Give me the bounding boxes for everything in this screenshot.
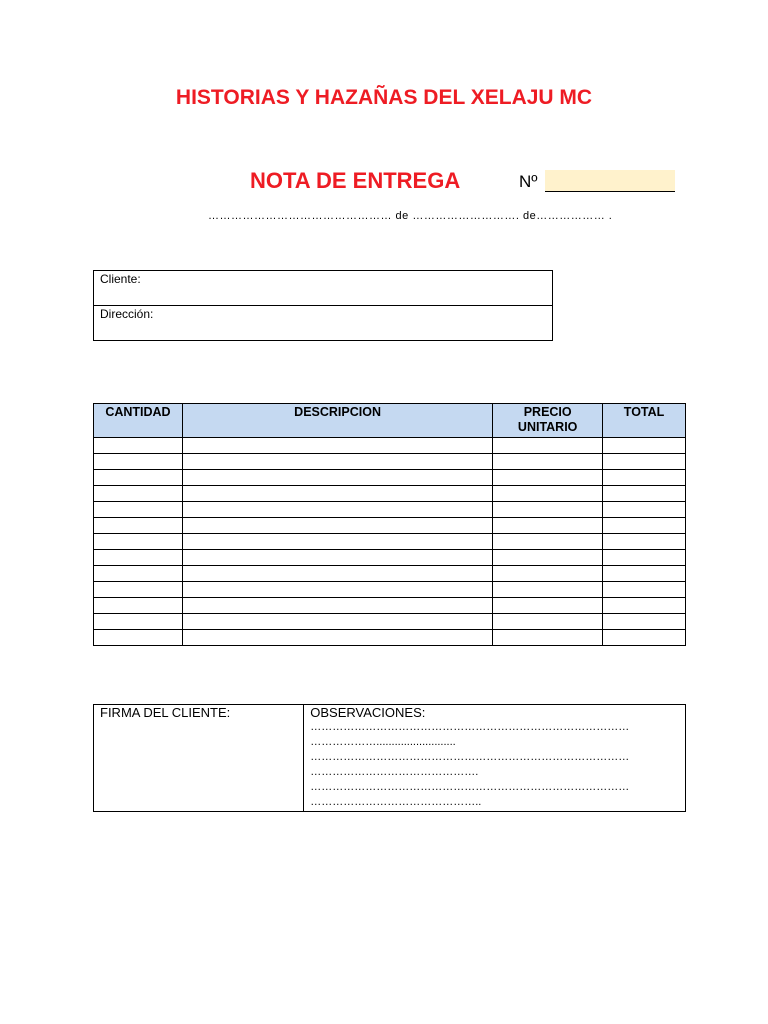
cantidad-cell[interactable] — [94, 438, 183, 454]
table-row — [94, 502, 686, 518]
direccion-label: Dirección: — [100, 307, 154, 321]
precio-unitario-cell[interactable] — [493, 598, 603, 614]
table-row — [94, 630, 686, 646]
cantidad-cell[interactable] — [94, 518, 183, 534]
cantidad-cell[interactable] — [94, 486, 183, 502]
date-line: ………………………………………… de ………………………. de……………… . — [208, 210, 613, 222]
table-row — [94, 518, 686, 534]
header-cantidad: CANTIDAD — [94, 404, 183, 438]
cantidad-cell[interactable] — [94, 582, 183, 598]
cantidad-cell[interactable] — [94, 502, 183, 518]
descripcion-cell[interactable] — [182, 454, 492, 470]
precio-unitario-cell[interactable] — [493, 630, 603, 646]
total-cell[interactable] — [603, 470, 686, 486]
observaciones-line: ……………….......................... — [310, 736, 456, 748]
observaciones-line: …………………………………………………………………………… — [310, 781, 630, 793]
header-descripcion: DESCRIPCION — [182, 404, 492, 438]
descripcion-cell[interactable] — [182, 518, 492, 534]
cantidad-cell[interactable] — [94, 614, 183, 630]
table-row — [94, 566, 686, 582]
table-row — [94, 534, 686, 550]
number-label: Nº — [519, 172, 538, 191]
header-precio-unitario: PRECIO UNITARIO — [493, 404, 603, 438]
document-title: NOTA DE ENTREGA — [250, 168, 461, 193]
total-cell[interactable] — [603, 550, 686, 566]
items-header-row — [94, 404, 686, 438]
total-cell[interactable] — [603, 534, 686, 550]
total-cell[interactable] — [603, 598, 686, 614]
cantidad-cell[interactable] — [94, 454, 183, 470]
precio-unitario-cell[interactable] — [493, 438, 603, 454]
cantidad-cell[interactable] — [94, 630, 183, 646]
descripcion-cell[interactable] — [182, 486, 492, 502]
descripcion-cell[interactable] — [182, 438, 492, 454]
descripcion-cell[interactable] — [182, 582, 492, 598]
precio-unitario-cell[interactable] — [493, 518, 603, 534]
direccion-field[interactable] — [94, 306, 553, 341]
total-cell[interactable] — [603, 486, 686, 502]
precio-unitario-cell[interactable] — [493, 582, 603, 598]
total-cell[interactable] — [603, 438, 686, 454]
precio-unitario-cell[interactable] — [493, 470, 603, 486]
observaciones-line: ……………………………………….. — [310, 796, 482, 808]
table-row — [94, 438, 686, 454]
observaciones-line: …………………………………………………………………………… — [310, 721, 630, 733]
cantidad-cell[interactable] — [94, 566, 183, 582]
descripcion-cell[interactable] — [182, 630, 492, 646]
descripcion-cell[interactable] — [182, 550, 492, 566]
precio-unitario-cell[interactable] — [493, 454, 603, 470]
total-cell[interactable] — [603, 630, 686, 646]
cantidad-cell[interactable] — [94, 534, 183, 550]
client-info-table — [93, 270, 553, 341]
total-cell[interactable] — [603, 582, 686, 598]
observaciones-cell[interactable] — [304, 705, 686, 812]
observaciones-label: OBSERVACIONES: — [310, 705, 426, 720]
total-cell[interactable] — [603, 518, 686, 534]
total-cell[interactable] — [603, 566, 686, 582]
table-row — [94, 550, 686, 566]
cantidad-cell[interactable] — [94, 598, 183, 614]
descripcion-cell[interactable] — [182, 470, 492, 486]
precio-unitario-cell[interactable] — [493, 534, 603, 550]
cliente-label: Cliente: — [100, 272, 141, 286]
firma-label: FIRMA DEL CLIENTE: — [100, 705, 231, 720]
cantidad-cell[interactable] — [94, 550, 183, 566]
table-row — [94, 582, 686, 598]
table-row — [94, 470, 686, 486]
footer-table — [93, 704, 686, 812]
total-cell[interactable] — [603, 614, 686, 630]
company-name: HISTORIAS Y HAZAÑAS DEL XELAJU MC — [175, 86, 593, 109]
cantidad-cell[interactable] — [94, 470, 183, 486]
descripcion-cell[interactable] — [182, 534, 492, 550]
table-row — [94, 486, 686, 502]
table-row — [94, 454, 686, 470]
descripcion-cell[interactable] — [182, 598, 492, 614]
precio-unitario-cell[interactable] — [493, 502, 603, 518]
total-cell[interactable] — [603, 502, 686, 518]
precio-unitario-cell[interactable] — [493, 486, 603, 502]
items-table — [93, 403, 686, 646]
descripcion-cell[interactable] — [182, 566, 492, 582]
descripcion-cell[interactable] — [182, 614, 492, 630]
table-row — [94, 614, 686, 630]
descripcion-cell[interactable] — [182, 502, 492, 518]
number-field[interactable] — [545, 170, 675, 192]
table-row — [94, 598, 686, 614]
firma-cell[interactable] — [94, 705, 304, 812]
precio-unitario-cell[interactable] — [493, 566, 603, 582]
total-cell[interactable] — [603, 454, 686, 470]
observaciones-line: …………………………………………………………………………… — [310, 751, 630, 763]
precio-unitario-cell[interactable] — [493, 614, 603, 630]
header-total: TOTAL — [603, 404, 686, 438]
precio-unitario-cell[interactable] — [493, 550, 603, 566]
observaciones-line: ………………………………………. — [310, 766, 479, 778]
cliente-field[interactable] — [94, 271, 553, 306]
